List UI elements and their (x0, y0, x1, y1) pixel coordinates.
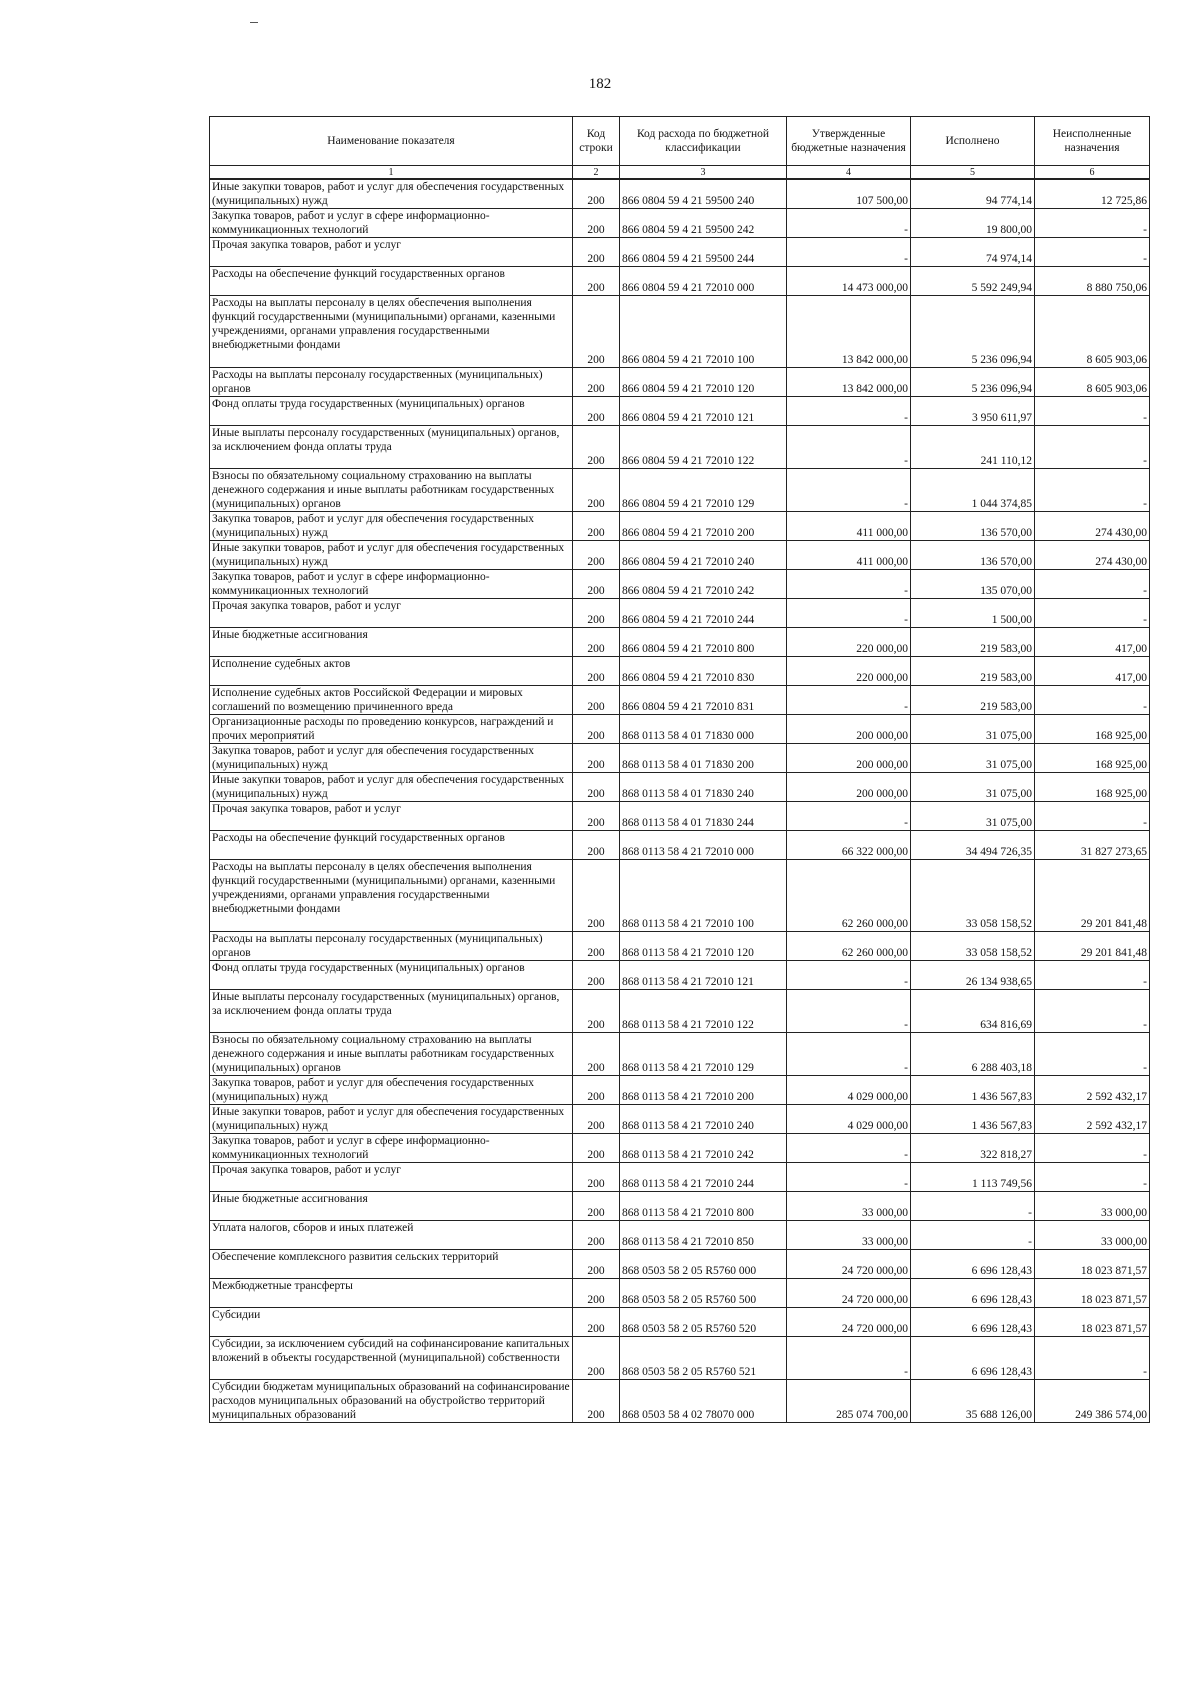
unexecuted-amount: 29 201 841,48 (1035, 932, 1150, 961)
line-code: 200 (573, 1134, 620, 1163)
table-row (210, 860, 1150, 932)
executed-amount: 31 075,00 (911, 802, 1035, 831)
indicator-name: Расходы на обеспечение функций государственных органов (210, 831, 573, 860)
unexecuted-amount: 168 925,00 (1035, 773, 1150, 802)
indicator-name: Прочая закупка товаров, работ и услуг (210, 599, 573, 628)
executed-amount: 5 236 096,94 (911, 368, 1035, 397)
budget-code: 868 0113 58 4 21 72010 122 (620, 990, 787, 1033)
table-row (210, 1105, 1150, 1134)
approved-amount: 220 000,00 (787, 628, 911, 657)
indicator-name: Исполнение судебных актов Российской Федерации и мировых соглашений по возмещению причиненного вреда (210, 686, 573, 715)
table-row (210, 715, 1150, 744)
budget-code: 866 0804 59 4 21 72010 120 (620, 368, 787, 397)
unexecuted-amount: 18 023 871,57 (1035, 1250, 1150, 1279)
approved-amount: 200 000,00 (787, 773, 911, 802)
line-code: 200 (573, 831, 620, 860)
executed-amount: 219 583,00 (911, 686, 1035, 715)
line-code: 200 (573, 961, 620, 990)
indicator-name: Прочая закупка товаров, работ и услуг (210, 1163, 573, 1192)
line-code: 200 (573, 512, 620, 541)
unexecuted-amount: 18 023 871,57 (1035, 1308, 1150, 1337)
budget-code: 866 0804 59 4 21 72010 129 (620, 469, 787, 512)
header-line-code: Код строки (573, 117, 620, 166)
table-row (210, 238, 1150, 267)
executed-amount: 219 583,00 (911, 628, 1035, 657)
approved-amount: - (787, 209, 911, 238)
column-number: 5 (911, 166, 1035, 180)
line-code: 200 (573, 426, 620, 469)
unexecuted-amount: 33 000,00 (1035, 1192, 1150, 1221)
indicator-name: Закупка товаров, работ и услуг в сфере информационно-коммуникационных технологий (210, 209, 573, 238)
indicator-name: Иные бюджетные ассигнования (210, 1192, 573, 1221)
budget-code: 866 0804 59 4 21 72010 100 (620, 296, 787, 368)
executed-amount: 31 075,00 (911, 773, 1035, 802)
line-code: 200 (573, 179, 620, 209)
table-row (210, 599, 1150, 628)
unexecuted-amount: - (1035, 238, 1150, 267)
executed-amount: 1 436 567,83 (911, 1105, 1035, 1134)
table-row (210, 802, 1150, 831)
budget-code: 868 0113 58 4 21 72010 242 (620, 1134, 787, 1163)
executed-amount: 33 058 158,52 (911, 860, 1035, 932)
unexecuted-amount: - (1035, 1033, 1150, 1076)
line-code: 200 (573, 238, 620, 267)
approved-amount: - (787, 397, 911, 426)
indicator-name: Иные закупки товаров, работ и услуг для обеспечения государственных (муниципальных) нужд (210, 541, 573, 570)
approved-amount: 13 842 000,00 (787, 368, 911, 397)
approved-amount: 66 322 000,00 (787, 831, 911, 860)
executed-amount: 6 696 128,43 (911, 1279, 1035, 1308)
table-row (210, 1250, 1150, 1279)
approved-amount: 200 000,00 (787, 744, 911, 773)
table-row (210, 686, 1150, 715)
unexecuted-amount: - (1035, 990, 1150, 1033)
indicator-name: Расходы на выплаты персоналу государственных (муниципальных) органов (210, 368, 573, 397)
table-row (210, 209, 1150, 238)
budget-code: 868 0113 58 4 21 72010 240 (620, 1105, 787, 1134)
unexecuted-amount: - (1035, 426, 1150, 469)
table-row (210, 469, 1150, 512)
executed-amount: 26 134 938,65 (911, 961, 1035, 990)
column-number: 2 (573, 166, 620, 180)
unexecuted-amount: 8 605 903,06 (1035, 368, 1150, 397)
budget-code: 868 0113 58 4 01 71830 240 (620, 773, 787, 802)
line-code: 200 (573, 628, 620, 657)
indicator-name: Фонд оплаты труда государственных (муниципальных) органов (210, 397, 573, 426)
executed-amount: 1 113 749,56 (911, 1163, 1035, 1192)
executed-amount: 74 974,14 (911, 238, 1035, 267)
executed-amount: 136 570,00 (911, 541, 1035, 570)
indicator-name: Уплата налогов, сборов и иных платежей (210, 1221, 573, 1250)
line-code: 200 (573, 541, 620, 570)
budget-code: 868 0113 58 4 21 72010 800 (620, 1192, 787, 1221)
header-unexecuted: Неисполненные назначения (1035, 117, 1150, 166)
budget-code: 866 0804 59 4 21 72010 122 (620, 426, 787, 469)
unexecuted-amount: - (1035, 209, 1150, 238)
table-row (210, 744, 1150, 773)
executed-amount: 19 800,00 (911, 209, 1035, 238)
executed-amount: 33 058 158,52 (911, 932, 1035, 961)
header-budget-code: Код расхода по бюджетной классификации (620, 117, 787, 166)
line-code: 200 (573, 1279, 620, 1308)
approved-amount: 62 260 000,00 (787, 932, 911, 961)
line-code: 200 (573, 1105, 620, 1134)
unexecuted-amount: - (1035, 397, 1150, 426)
table-row (210, 932, 1150, 961)
table-row (210, 512, 1150, 541)
header-row (210, 117, 1150, 166)
approved-amount: 24 720 000,00 (787, 1279, 911, 1308)
line-code: 200 (573, 296, 620, 368)
scan-mark (250, 22, 258, 23)
indicator-name: Закупка товаров, работ и услуг для обеспечения государственных (муниципальных) нужд (210, 512, 573, 541)
table-row (210, 1192, 1150, 1221)
line-code: 200 (573, 802, 620, 831)
budget-code: 868 0113 58 4 21 72010 850 (620, 1221, 787, 1250)
line-code: 200 (573, 469, 620, 512)
table-row (210, 628, 1150, 657)
indicator-name: Взносы по обязательному социальному страхованию на выплаты денежного содержания и иные выплаты работникам государственных (муниципальных) органов (210, 469, 573, 512)
approved-amount: 411 000,00 (787, 512, 911, 541)
approved-amount: 107 500,00 (787, 179, 911, 209)
executed-amount: 322 818,27 (911, 1134, 1035, 1163)
budget-code: 868 0113 58 4 01 71830 000 (620, 715, 787, 744)
indicator-name: Фонд оплаты труда государственных (муниципальных) органов (210, 961, 573, 990)
unexecuted-amount: - (1035, 686, 1150, 715)
line-code: 200 (573, 397, 620, 426)
budget-code: 866 0804 59 4 21 59500 240 (620, 179, 787, 209)
unexecuted-amount: 2 592 432,17 (1035, 1105, 1150, 1134)
table-row (210, 1033, 1150, 1076)
approved-amount: 4 029 000,00 (787, 1076, 911, 1105)
expenditure-table (209, 116, 1150, 1423)
approved-amount: - (787, 1134, 911, 1163)
budget-code: 866 0804 59 4 21 72010 121 (620, 397, 787, 426)
unexecuted-amount: 2 592 432,17 (1035, 1076, 1150, 1105)
table-row (210, 541, 1150, 570)
approved-amount: - (787, 961, 911, 990)
approved-amount: 33 000,00 (787, 1192, 911, 1221)
indicator-name: Организационные расходы по проведению конкурсов, награждений и прочих мероприятий (210, 715, 573, 744)
indicator-name: Иные закупки товаров, работ и услуг для обеспечения государственных (муниципальных) нужд (210, 1105, 573, 1134)
unexecuted-amount: 29 201 841,48 (1035, 860, 1150, 932)
table-row (210, 368, 1150, 397)
indicator-name: Иные закупки товаров, работ и услуг для обеспечения государственных (муниципальных) нужд (210, 773, 573, 802)
table-row (210, 990, 1150, 1033)
unexecuted-amount: - (1035, 469, 1150, 512)
approved-amount: 33 000,00 (787, 1221, 911, 1250)
indicator-name: Иные бюджетные ассигнования (210, 628, 573, 657)
column-number: 3 (620, 166, 787, 180)
approved-amount: 285 074 700,00 (787, 1380, 911, 1423)
budget-code: 868 0503 58 4 02 78070 000 (620, 1380, 787, 1423)
table-row (210, 570, 1150, 599)
unexecuted-amount: 8 605 903,06 (1035, 296, 1150, 368)
budget-code: 866 0804 59 4 21 72010 240 (620, 541, 787, 570)
table-row (210, 397, 1150, 426)
table-body (210, 179, 1150, 1423)
approved-amount: 411 000,00 (787, 541, 911, 570)
executed-amount: 5 592 249,94 (911, 267, 1035, 296)
unexecuted-amount: - (1035, 1163, 1150, 1192)
indicator-name: Закупка товаров, работ и услуг в сфере информационно-коммуникационных технологий (210, 1134, 573, 1163)
table-row (210, 1221, 1150, 1250)
budget-code: 868 0113 58 4 21 72010 244 (620, 1163, 787, 1192)
budget-code: 866 0804 59 4 21 72010 830 (620, 657, 787, 686)
table-row (210, 1279, 1150, 1308)
approved-amount: 13 842 000,00 (787, 296, 911, 368)
approved-amount: - (787, 1337, 911, 1380)
indicator-name: Расходы на выплаты персоналу государственных (муниципальных) органов (210, 932, 573, 961)
line-code: 200 (573, 209, 620, 238)
table-row (210, 831, 1150, 860)
budget-code: 868 0503 58 2 05 R5760 521 (620, 1337, 787, 1380)
table-row (210, 1163, 1150, 1192)
budget-code: 868 0113 58 4 21 72010 129 (620, 1033, 787, 1076)
budget-code: 868 0113 58 4 01 71830 244 (620, 802, 787, 831)
line-code: 200 (573, 860, 620, 932)
budget-code: 866 0804 59 4 21 72010 244 (620, 599, 787, 628)
indicator-name: Субсидии (210, 1308, 573, 1337)
approved-amount: 62 260 000,00 (787, 860, 911, 932)
table-row (210, 961, 1150, 990)
approved-amount: - (787, 469, 911, 512)
executed-amount: 1 044 374,85 (911, 469, 1035, 512)
line-code: 200 (573, 599, 620, 628)
column-number-row (210, 166, 1150, 180)
executed-amount: 135 070,00 (911, 570, 1035, 599)
executed-amount: 1 436 567,83 (911, 1076, 1035, 1105)
line-code: 200 (573, 686, 620, 715)
approved-amount: 24 720 000,00 (787, 1250, 911, 1279)
table-row (210, 296, 1150, 368)
unexecuted-amount: 31 827 273,65 (1035, 831, 1150, 860)
unexecuted-amount: 8 880 750,06 (1035, 267, 1150, 296)
indicator-name: Расходы на выплаты персоналу в целях обеспечения выполнения функций государственными (муниципальными) органами, казенными учреждениями, органами управления государственными внебюджетными фондами (210, 296, 573, 368)
indicator-name: Закупка товаров, работ и услуг для обеспечения государственных (муниципальных) нужд (210, 744, 573, 773)
budget-code: 868 0113 58 4 21 72010 120 (620, 932, 787, 961)
indicator-name: Исполнение судебных актов (210, 657, 573, 686)
indicator-name: Обеспечение комплексного развития сельских территорий (210, 1250, 573, 1279)
approved-amount: - (787, 1033, 911, 1076)
indicator-name: Закупка товаров, работ и услуг в сфере информационно-коммуникационных технологий (210, 570, 573, 599)
line-code: 200 (573, 570, 620, 599)
approved-amount: - (787, 599, 911, 628)
approved-amount: 24 720 000,00 (787, 1308, 911, 1337)
approved-amount: - (787, 802, 911, 831)
budget-code: 866 0804 59 4 21 59500 244 (620, 238, 787, 267)
table-row (210, 426, 1150, 469)
budget-code: 868 0113 58 4 21 72010 121 (620, 961, 787, 990)
budget-code: 868 0503 58 2 05 R5760 520 (620, 1308, 787, 1337)
line-code: 200 (573, 1250, 620, 1279)
header-indicator-name: Наименование показателя (210, 117, 573, 166)
unexecuted-amount: 249 386 574,00 (1035, 1380, 1150, 1423)
executed-amount: 241 110,12 (911, 426, 1035, 469)
line-code: 200 (573, 267, 620, 296)
line-code: 200 (573, 1380, 620, 1423)
budget-code: 868 0503 58 2 05 R5760 000 (620, 1250, 787, 1279)
line-code: 200 (573, 932, 620, 961)
line-code: 200 (573, 1033, 620, 1076)
budget-code: 868 0113 58 4 21 72010 100 (620, 860, 787, 932)
indicator-name: Закупка товаров, работ и услуг для обеспечения государственных (муниципальных) нужд (210, 1076, 573, 1105)
header-executed: Исполнено (911, 117, 1035, 166)
table-row (210, 657, 1150, 686)
approved-amount: 200 000,00 (787, 715, 911, 744)
indicator-name: Расходы на выплаты персоналу в целях обеспечения выполнения функций государственными (муниципальными) органами, казенными учреждениями, органами управления государственными внебюджетными фондами (210, 860, 573, 932)
executed-amount: 94 774,14 (911, 179, 1035, 209)
executed-amount: - (911, 1192, 1035, 1221)
table-row (210, 1134, 1150, 1163)
table-row (210, 773, 1150, 802)
unexecuted-amount: - (1035, 1134, 1150, 1163)
budget-code: 868 0113 58 4 21 72010 200 (620, 1076, 787, 1105)
unexecuted-amount: 168 925,00 (1035, 744, 1150, 773)
unexecuted-amount: 417,00 (1035, 628, 1150, 657)
executed-amount: 31 075,00 (911, 715, 1035, 744)
approved-amount: - (787, 686, 911, 715)
indicator-name: Иные закупки товаров, работ и услуг для обеспечения государственных (муниципальных) нужд (210, 179, 573, 209)
executed-amount: 35 688 126,00 (911, 1380, 1035, 1423)
table-row (210, 179, 1150, 209)
executed-amount: 3 950 611,97 (911, 397, 1035, 426)
approved-amount: 220 000,00 (787, 657, 911, 686)
approved-amount: - (787, 1163, 911, 1192)
executed-amount: 219 583,00 (911, 657, 1035, 686)
line-code: 200 (573, 1337, 620, 1380)
table-row (210, 267, 1150, 296)
unexecuted-amount: 12 725,86 (1035, 179, 1150, 209)
indicator-name: Взносы по обязательному социальному страхованию на выплаты денежного содержания и иные выплаты работникам государственных (муниципальных) органов (210, 1033, 573, 1076)
budget-code: 866 0804 59 4 21 72010 242 (620, 570, 787, 599)
approved-amount: - (787, 990, 911, 1033)
executed-amount: 34 494 726,35 (911, 831, 1035, 860)
indicator-name: Межбюджетные трансферты (210, 1279, 573, 1308)
unexecuted-amount: 18 023 871,57 (1035, 1279, 1150, 1308)
line-code: 200 (573, 744, 620, 773)
executed-amount: 31 075,00 (911, 744, 1035, 773)
approved-amount: 14 473 000,00 (787, 267, 911, 296)
executed-amount: 5 236 096,94 (911, 296, 1035, 368)
indicator-name: Расходы на обеспечение функций государственных органов (210, 267, 573, 296)
indicator-name: Прочая закупка товаров, работ и услуг (210, 802, 573, 831)
budget-code: 868 0113 58 4 01 71830 200 (620, 744, 787, 773)
header-approved: Утвержденные бюджетные назначения (787, 117, 911, 166)
line-code: 200 (573, 1221, 620, 1250)
unexecuted-amount: - (1035, 802, 1150, 831)
line-code: 200 (573, 657, 620, 686)
column-number: 4 (787, 166, 911, 180)
approved-amount: - (787, 570, 911, 599)
budget-code: 868 0503 58 2 05 R5760 500 (620, 1279, 787, 1308)
table-row (210, 1308, 1150, 1337)
indicator-name: Иные выплаты персоналу государственных (муниципальных) органов, за исключением фонда оплаты труда (210, 990, 573, 1033)
line-code: 200 (573, 990, 620, 1033)
table-row (210, 1076, 1150, 1105)
page-number: 182 (588, 76, 612, 92)
line-code: 200 (573, 1076, 620, 1105)
unexecuted-amount: - (1035, 570, 1150, 599)
unexecuted-amount: 274 430,00 (1035, 541, 1150, 570)
executed-amount: 6 696 128,43 (911, 1337, 1035, 1380)
executed-amount: 1 500,00 (911, 599, 1035, 628)
indicator-name: Прочая закупка товаров, работ и услуг (210, 238, 573, 267)
budget-code: 866 0804 59 4 21 72010 831 (620, 686, 787, 715)
unexecuted-amount: 33 000,00 (1035, 1221, 1150, 1250)
column-number: 6 (1035, 166, 1150, 180)
budget-code: 866 0804 59 4 21 59500 242 (620, 209, 787, 238)
line-code: 200 (573, 1192, 620, 1221)
line-code: 200 (573, 1308, 620, 1337)
line-code: 200 (573, 715, 620, 744)
unexecuted-amount: - (1035, 1337, 1150, 1380)
table-row (210, 1337, 1150, 1380)
executed-amount: 6 288 403,18 (911, 1033, 1035, 1076)
line-code: 200 (573, 773, 620, 802)
budget-code: 866 0804 59 4 21 72010 800 (620, 628, 787, 657)
budget-code: 866 0804 59 4 21 72010 200 (620, 512, 787, 541)
indicator-name: Субсидии, за исключением субсидий на софинансирование капитальных вложений в объекты государственной (муниципальной) собственности (210, 1337, 573, 1380)
budget-code: 866 0804 59 4 21 72010 000 (620, 267, 787, 296)
executed-amount: 6 696 128,43 (911, 1250, 1035, 1279)
executed-amount: 6 696 128,43 (911, 1308, 1035, 1337)
unexecuted-amount: 168 925,00 (1035, 715, 1150, 744)
unexecuted-amount: 417,00 (1035, 657, 1150, 686)
executed-amount: - (911, 1221, 1035, 1250)
executed-amount: 136 570,00 (911, 512, 1035, 541)
indicator-name: Субсидии бюджетам муниципальных образований на софинансирование расходов муниципальных образований на обустройство территорий муниципальных образований (210, 1380, 573, 1423)
indicator-name: Иные выплаты персоналу государственных (муниципальных) органов, за исключением фонда оплаты труда (210, 426, 573, 469)
line-code: 200 (573, 1163, 620, 1192)
unexecuted-amount: - (1035, 961, 1150, 990)
executed-amount: 634 816,69 (911, 990, 1035, 1033)
budget-code: 868 0113 58 4 21 72010 000 (620, 831, 787, 860)
column-number: 1 (210, 166, 573, 180)
approved-amount: 4 029 000,00 (787, 1105, 911, 1134)
line-code: 200 (573, 368, 620, 397)
table-row (210, 1380, 1150, 1423)
approved-amount: - (787, 238, 911, 267)
unexecuted-amount: 274 430,00 (1035, 512, 1150, 541)
approved-amount: - (787, 426, 911, 469)
unexecuted-amount: - (1035, 599, 1150, 628)
